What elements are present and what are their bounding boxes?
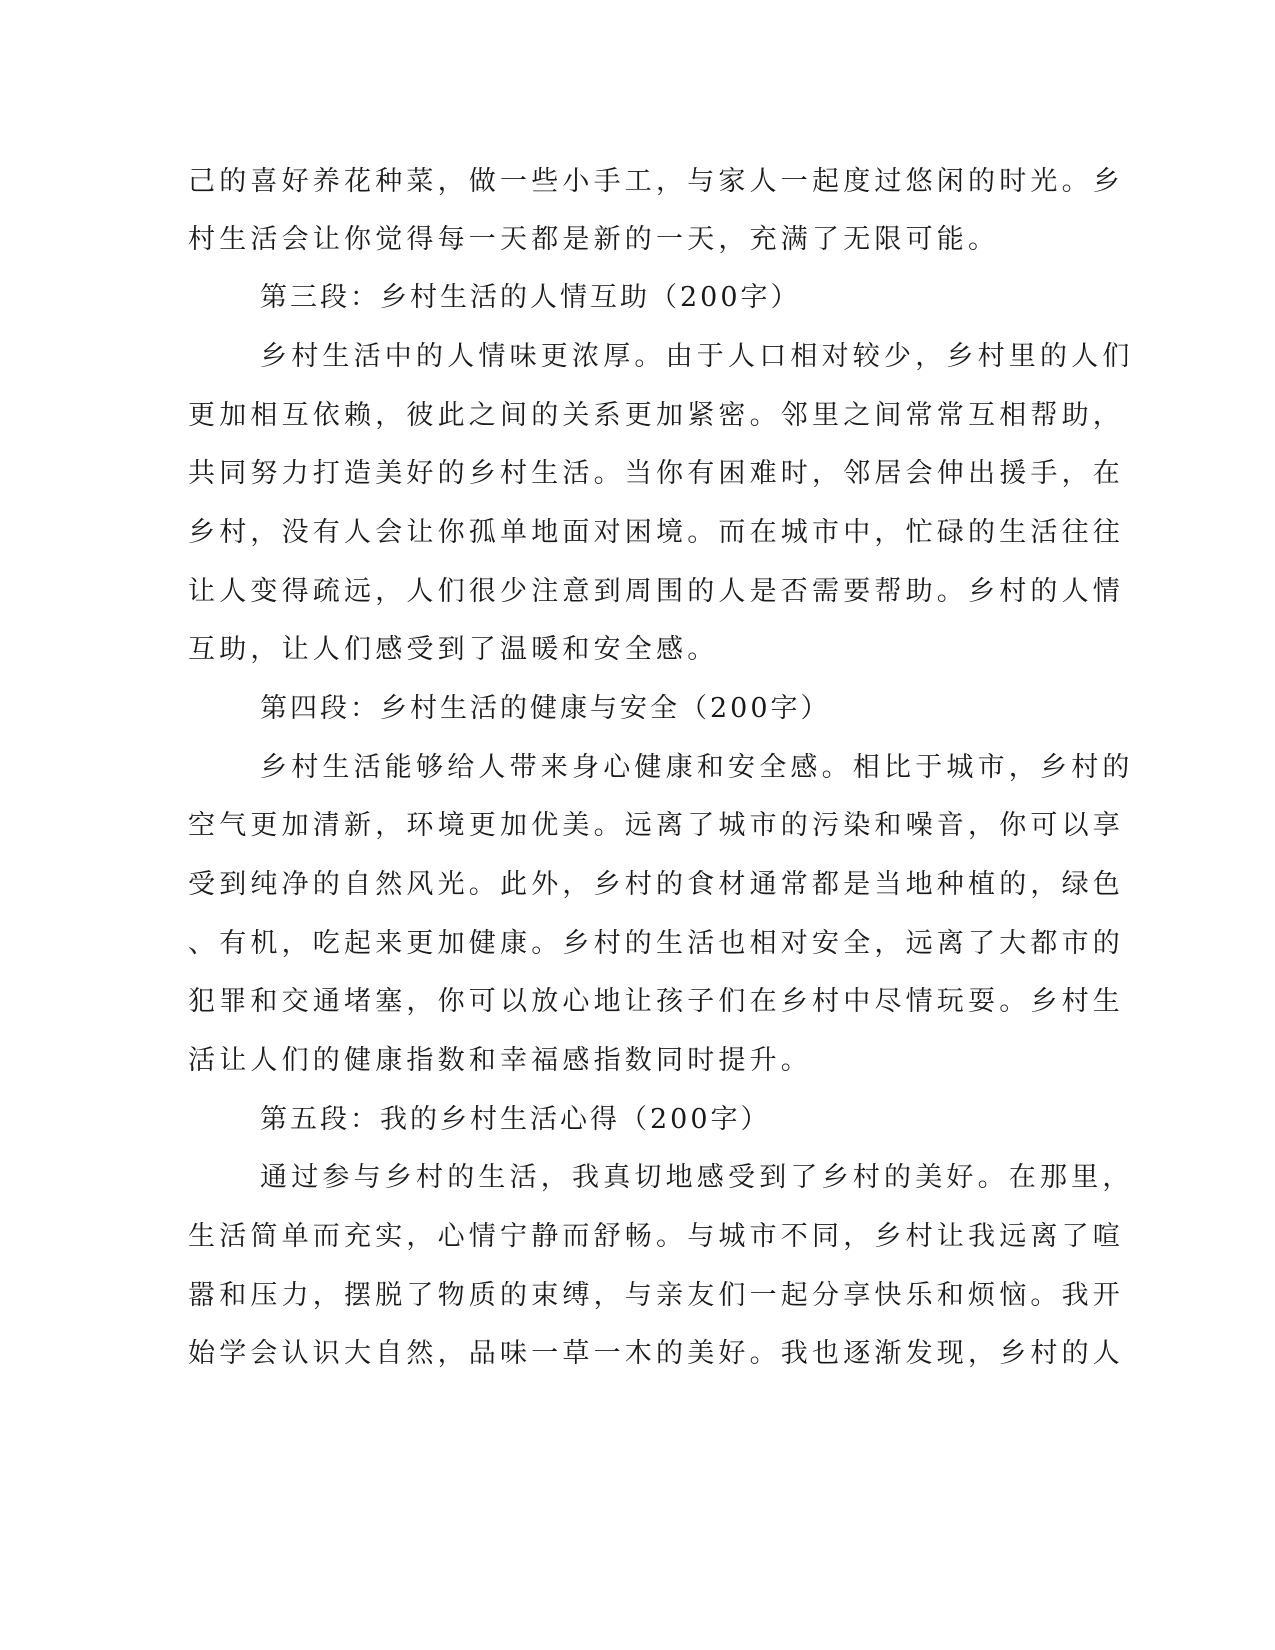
text-line: 受到纯净的自然风光。此外，乡村的食材通常都是当地种植的，绿色 bbox=[188, 869, 1124, 900]
text-line: 活让人们的健康指数和幸福感指数同时提升。 bbox=[188, 1045, 812, 1076]
text-line: 让人变得疏远，人们很少注意到周围的人是否需要帮助。乡村的人情 bbox=[188, 576, 1124, 607]
text-line: 乡村，没有人会让你孤单地面对困境。而在城市中，忙碌的生活往往 bbox=[188, 517, 1124, 548]
text-line: 互助，让人们感受到了温暖和安全感。 bbox=[188, 634, 719, 665]
text-line: 犯罪和交通堵塞，你可以放心地让孩子们在乡村中尽情玩耍。乡村生 bbox=[188, 986, 1124, 1017]
text-line: 乡村生活能够给人带来身心健康和安全感。相比于城市，乡村的 bbox=[260, 752, 1134, 783]
section-heading-5: 第五段：我的乡村生活心得（200字） bbox=[260, 1104, 771, 1135]
text-line: 嚣和压力，摆脱了物质的束缚，与亲友们一起分享快乐和烦恼。我开 bbox=[188, 1280, 1124, 1311]
text-line: 通过参与乡村的生活，我真切地感受到了乡村的美好。在那里， bbox=[260, 1162, 1134, 1193]
text-line: 更加相互依赖，彼此之间的关系更加紧密。邻里之间常常互相帮助， bbox=[188, 400, 1124, 431]
text-line: 始学会认识大自然，品味一草一木的美好。我也逐渐发现，乡村的人 bbox=[188, 1338, 1124, 1369]
text-line: 村生活会让你觉得每一天都是新的一天，充满了无限可能。 bbox=[188, 224, 1000, 255]
text-line: 空气更加清新，环境更加优美。远离了城市的污染和噪音，你可以享 bbox=[188, 810, 1124, 841]
text-line: 、有机，吃起来更加健康。乡村的生活也相对安全，远离了大都市的 bbox=[188, 928, 1124, 959]
text-line: 生活简单而充实，心情宁静而舒畅。与城市不同，乡村让我远离了喧 bbox=[188, 1221, 1124, 1252]
section-heading-4: 第四段：乡村生活的健康与安全（200字） bbox=[260, 693, 831, 724]
text-line: 己的喜好养花种菜，做一些小手工，与家人一起度过悠闲的时光。乡 bbox=[188, 166, 1124, 197]
section-heading-3: 第三段：乡村生活的人情互助（200字） bbox=[260, 282, 801, 313]
text-line: 共同努力打造美好的乡村生活。当你有困难时，邻居会伸出援手，在 bbox=[188, 458, 1124, 489]
text-line: 乡村生活中的人情味更浓厚。由于人口相对较少，乡村里的人们 bbox=[260, 341, 1134, 372]
